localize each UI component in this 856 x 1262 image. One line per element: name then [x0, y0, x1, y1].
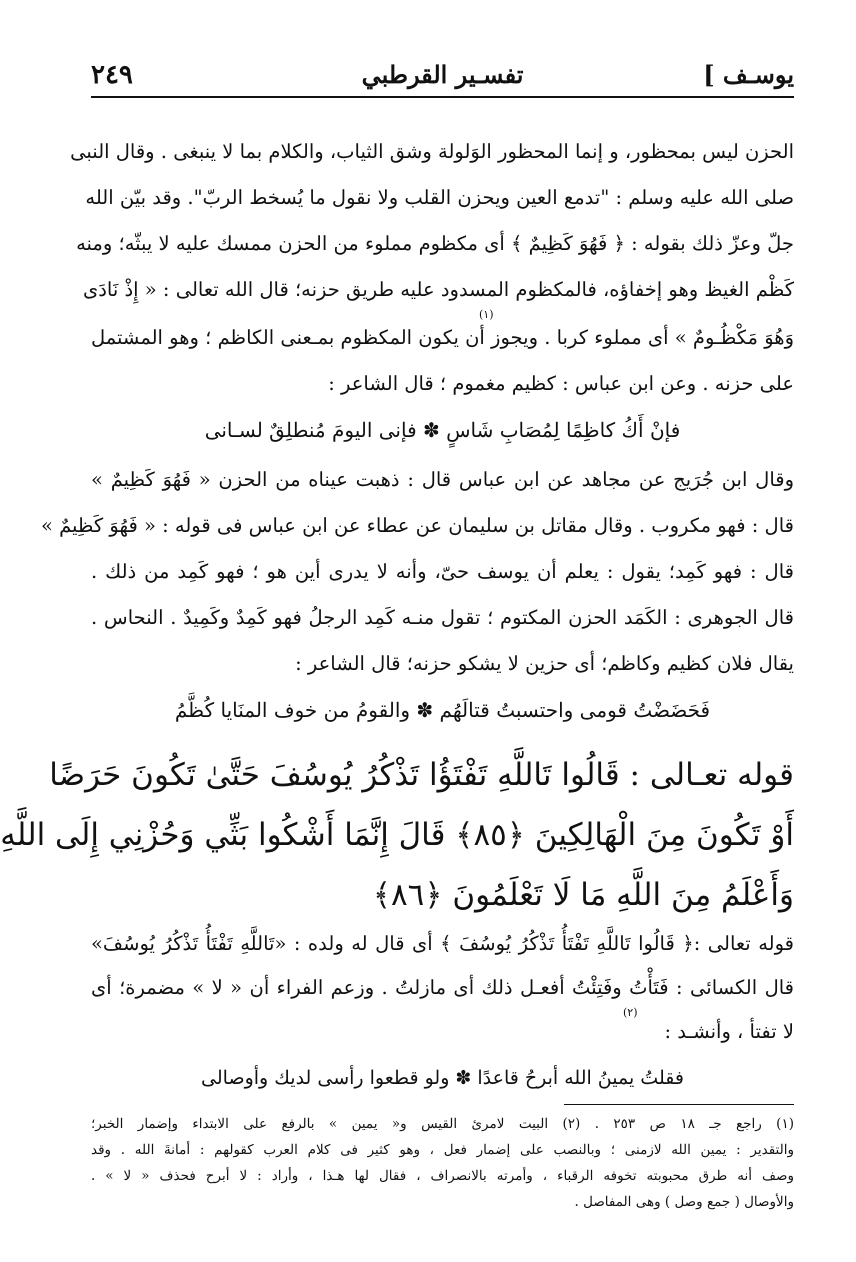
- poem-line: فَحَضَضْتُ قومى واحتسبتُ قتالَهُم ✽ والقومُ من خوف المنَايا كُظَّمُ: [174, 698, 711, 722]
- body-line: صلى الله عليه وسلم : "تدمع العين ويحزن القلب ولا نقول ما يُسخط الربّ". وقد بيّن الله: [85, 186, 794, 209]
- body-line: الحزن ليس بمحظور، و إنما المحظور الوَلولة وشق الثياب، والكلام بما لا ينبغى . وقال النبى: [70, 140, 794, 163]
- body-line: لا تفتأ ، وأنشـد :: [664, 1020, 794, 1043]
- quran-verse-line: أَوْ تَكُونَ مِنَ الْهَالِكِينَ ﴿٨٥﴾ قَالَ إِنَّمَا أَشْكُوا بَثِّي وَحُزْنِي إِلَى اللَّهِ: [0, 817, 794, 853]
- footnote-ref-2: (٢): [623, 1006, 638, 1019]
- body-line: كَظْم الغيظ وهو إخفاؤه، فالمكظوم المسدود عليه طريق حزنه؛ قال الله تعالى : « إِذْ نَادَى: [82, 278, 794, 301]
- body-line: قوله تعالى :﴿ قَالُوا تَاللَّهِ تَفْتَأُ تَذْكُرُ يُوسُفَ ﴾ أى قال له ولده : «تَاللَّهِ تَفْتَأُ تَذْكُرُ يُوسُفَ»: [91, 932, 794, 955]
- quran-verse-line: قوله تعـالى : قَالُوا تَاللَّهِ تَفْتَؤُا تَذْكُرُ يُوسُفَ حَتَّىٰ تَكُونَ حَرَضًا: [49, 757, 794, 793]
- book-title: تفسـير القرطبي: [361, 60, 524, 89]
- poem-line: فإنْ أَكُ كاظِمًا لِمُصَابِ شَاسٍ ✽ فإنى اليومَ مُنطلِقٌ لسـانى: [204, 418, 681, 442]
- footnote-line: والأوصال ( جمع وصل ) وهى المفاصل .: [574, 1194, 794, 1210]
- page-header: [91, 58, 794, 98]
- body-line: على حزنه . وعن ابن عباس : كظيم مغموم ؛ قال الشاعر :: [328, 372, 794, 395]
- footnote-line: وصف أنه طرق محبوبته تخوفه الرقباء ، وأمرته بالانصراف ، فقال لها هـذا ، وأراد : لا أبرح فحذف « لا » .: [91, 1168, 794, 1184]
- surah-name: يوسـف ]: [703, 60, 794, 89]
- body-line: يقال فلان كظيم وكاظم؛ أى حزين لا يشكو حزنه؛ قال الشاعر :: [295, 652, 794, 675]
- quran-verse-line: وَأَعْلَمُ مِنَ اللَّهِ مَا لَا تَعْلَمُونَ ﴿٨٦﴾: [372, 877, 794, 913]
- footnote-divider: [564, 1104, 794, 1105]
- footnote-line: (١) راجع جـ ١٨ ص ٢٥٣ . (٢) البيت لامرئ القيس و« يمين » بالرفع على الابتداء وإضمار الخبر؛: [91, 1116, 794, 1132]
- poem-line: فقلتُ يمينُ الله أبرحُ قاعدًا ✽ ولو قطعوا رأسى لديك وأوصالى: [201, 1067, 684, 1089]
- body-line: قال الكسائى : فَتَأْتُ وفَتِئْتُ أفعـل ذلك أى مازلتُ . وزعم الفراء أن « لا » مضمرة؛ أى: [91, 976, 794, 999]
- body-line: قال الجوهرى : الكَمَد الحزن المكتوم ؛ تقول منـه كَمِد الرجلُ فهو كَمِدٌ وكَمِيدٌ . النحاس .: [91, 606, 794, 629]
- body-line: قال : فهو مكروب . وقال مقاتل بن سليمان عن عطاء عن ابن عباس فى قوله : « فَهُوَ كَظِيمٌ »: [40, 514, 794, 537]
- body-line: جلّ وعزّ ذلك بقوله : ﴿ فَهُوَ كَظِيمٌ ﴾ أى مكظوم مملوء من الحزن ممسك عليه لا يبثّه؛ ومنه: [76, 232, 794, 255]
- body-line: وقال ابن جُرَيج عن مجاهد عن ابن عباس قال : ذهبت عيناه من الحزن « فَهُوَ كَظِيمٌ »: [91, 468, 794, 491]
- footnote-line: والتقدير : يمين الله لازمنى ؛ وبالنصب على إضمار فعل ، وهو كثير فى كلام العرب كقولهم : أمانةَ الله . وقد: [91, 1142, 794, 1158]
- body-line: قال : فهو كَمِد؛ يقول : يعلم أن يوسف حىّ، وأنه لا يدرى أين هو ؛ فهو كَمِد من ذلك .: [91, 560, 794, 583]
- footnote-ref-1: (١): [479, 308, 494, 321]
- body-line: وَهُوَ مَكْظُـومٌ » أى مملوء كربا . ويجوز أن يكون المكظوم بمـعنى الكاظم ؛ وهو المشتمل: [91, 326, 794, 349]
- page-number: ٢٤٩: [91, 60, 133, 90]
